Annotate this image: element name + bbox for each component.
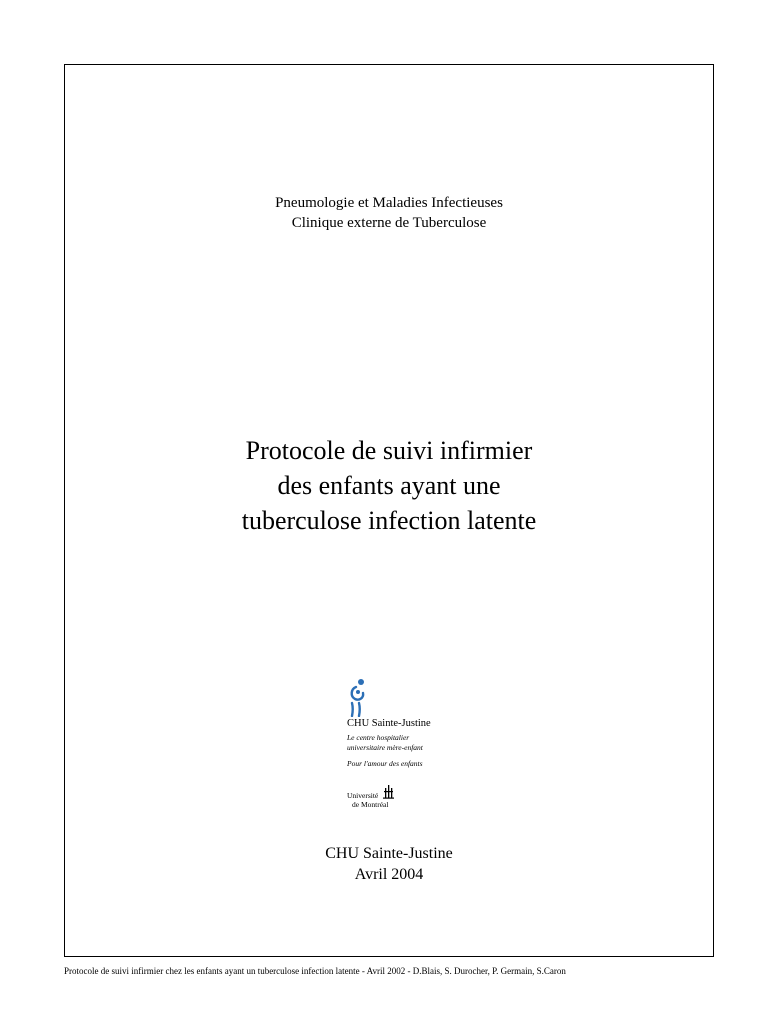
logo-slogan: Pour l'amour des enfants xyxy=(347,759,423,768)
clinic-name: Clinique externe de Tuberculose xyxy=(291,215,487,231)
mother-child-icon xyxy=(347,677,373,717)
cover-page-frame xyxy=(64,64,714,957)
logo-name: CHU Sainte-Justine xyxy=(347,718,431,729)
document-title xyxy=(65,433,713,538)
logo-tagline xyxy=(347,733,457,753)
university-emblem-icon xyxy=(382,785,395,799)
publication-date: Avril 2004 xyxy=(354,866,424,883)
title-line-1: Protocole de suivi infirmier xyxy=(245,436,533,465)
university-line-2: de Montréal xyxy=(352,800,389,809)
title-line-3: tuberculose infection latente xyxy=(241,506,537,535)
logo-tagline-line-1: Le centre hospitalier xyxy=(347,733,410,742)
logo-tagline-line-2: universitaire mère-enfant xyxy=(347,743,423,752)
chu-logo xyxy=(347,677,487,807)
department-header xyxy=(65,193,713,233)
organization-block xyxy=(65,843,713,885)
university-logo xyxy=(347,783,417,809)
organization-name: CHU Sainte-Justine xyxy=(325,845,453,862)
title-line-2: des enfants ayant une xyxy=(277,471,501,500)
department-name: Pneumologie et Maladies Infectieuses xyxy=(275,195,503,211)
university-line-1: Université xyxy=(347,791,379,800)
running-footer: Protocole de suivi infirmier chez les enfants ayant un tuberculose infection latente - Avril 2002 - D.Blais, S. Durocher, P. Germain, S.Caron xyxy=(64,966,566,976)
